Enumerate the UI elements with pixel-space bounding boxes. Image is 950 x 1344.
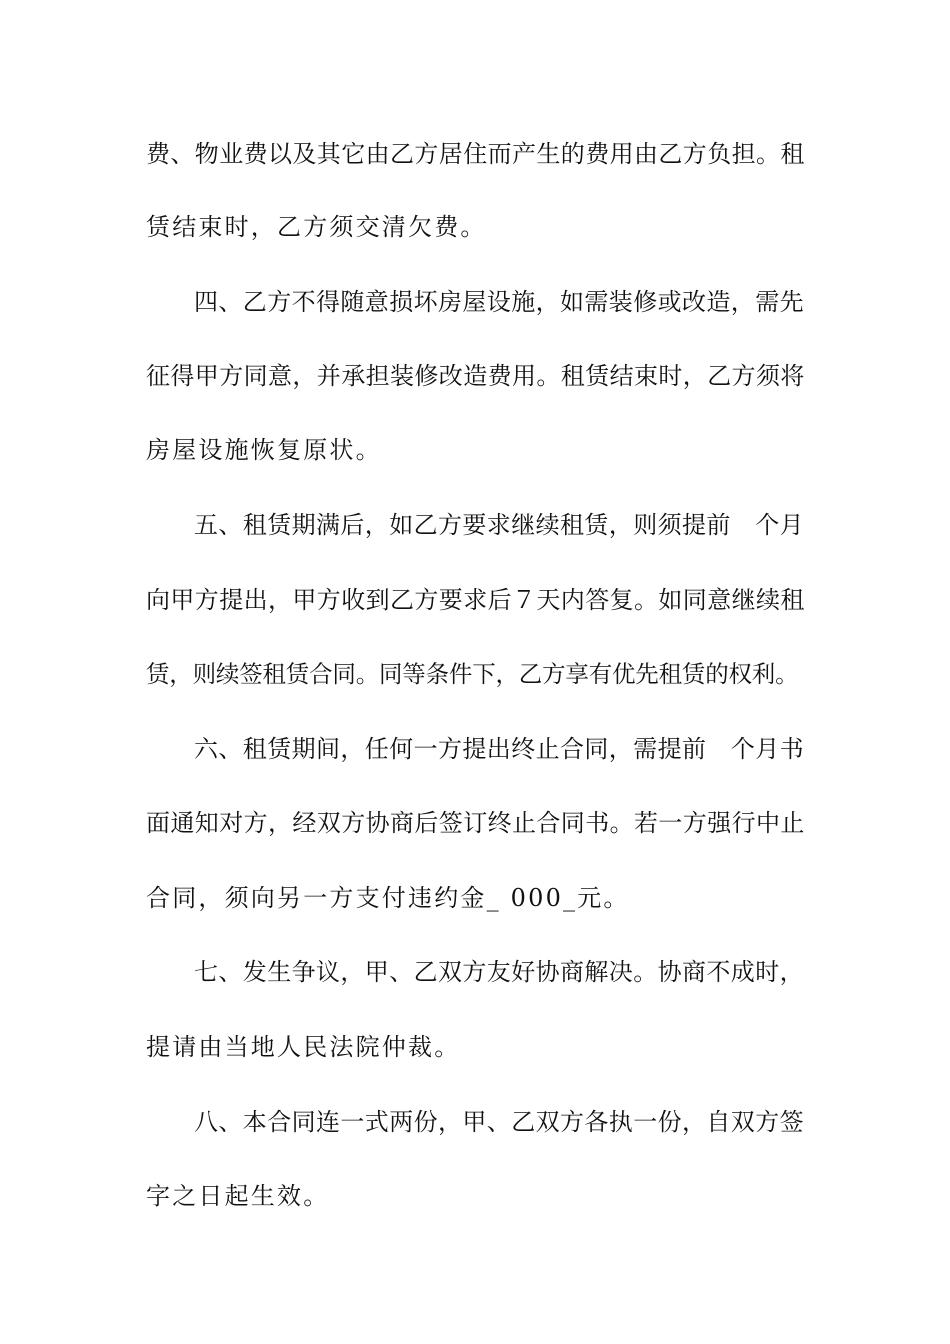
text-line: 提请由当地人民法院仲裁。: [146, 1033, 461, 1061]
text-line: 征得甲方同意，并承担装修改造费用。租赁结束时，乙方须将: [146, 362, 805, 390]
text-line: 费、物业费以及其它由乙方居住而产生的费用由乙方负担。租: [146, 140, 805, 168]
text-line: 赁，则续签租赁合同。同等条件下，乙方享有优先租赁的权利。: [146, 660, 799, 688]
paragraph-8-start: 八、本合同连一式两份，甲、乙双方各执一份，自双方签: [194, 1108, 804, 1136]
text-line: 房屋设施恢复原状。: [146, 436, 382, 464]
paragraph-4-start: 四、乙方不得随意损坏房屋设施，如需装修或改造，需先: [194, 288, 804, 316]
paragraph-5-start: 五、租赁期满后，如乙方要求继续租赁，则须提前 个月: [194, 511, 804, 539]
text-line: 向甲方提出，甲方收到乙方要求后７天内答复。如同意继续租: [146, 586, 805, 614]
text-line: 合同，须向另一方支付违约金_ 000_元。: [146, 884, 630, 912]
paragraph-7-start: 七、发生争议，甲、乙双方友好协商解决。协商不成时，: [194, 958, 804, 986]
text-line: 赁结束时，乙方须交清欠费。: [146, 213, 487, 241]
text-line: 字之日起生效。: [146, 1182, 330, 1210]
paragraph-6-start: 六、租赁期间，任何一方提出终止合同，需提前 个月书: [194, 735, 804, 763]
text-line: 面通知对方，经双方协商后签订终止合同书。若一方强行中止: [146, 809, 805, 837]
